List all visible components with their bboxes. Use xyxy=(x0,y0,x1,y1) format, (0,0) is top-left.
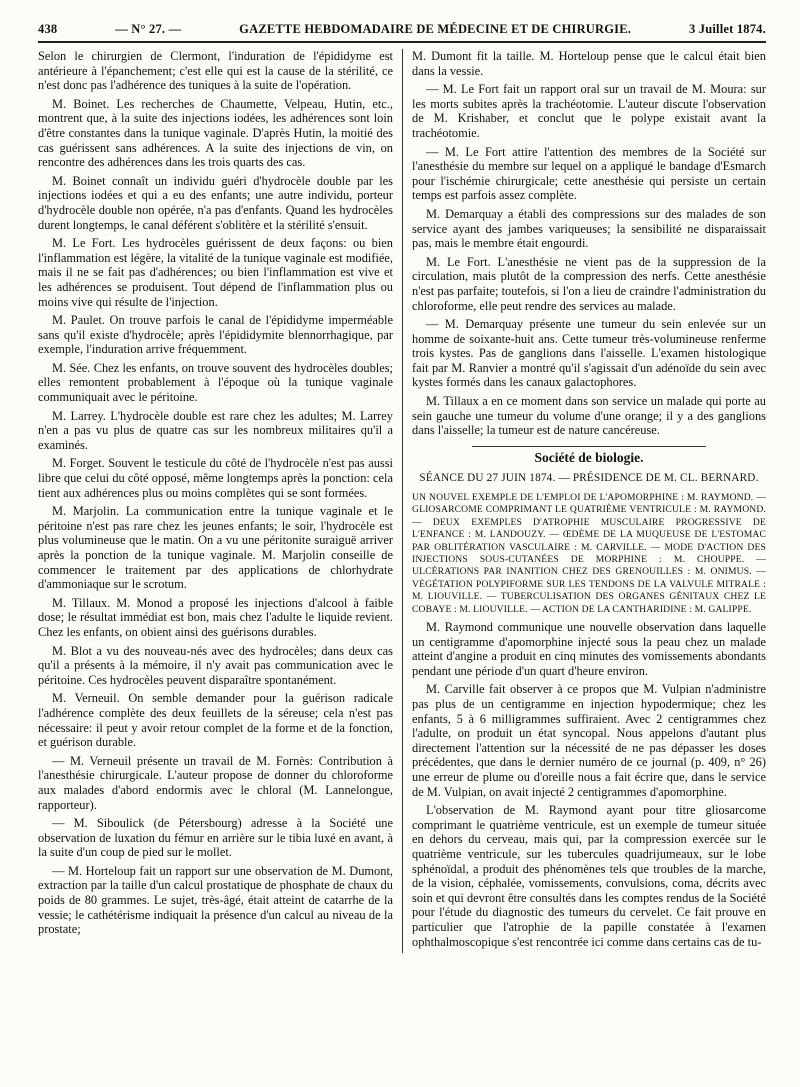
paragraph: M. Marjolin. La communication entre la tunique vaginale et le péritoine n'est pas rare chez les jeunes enfants; le soir, l'hydrocèle est plus volumineuse que le matin. On a vu une péritonite suraiguë arriver après la ponction de la tunique vaginale. M. Marjolin conseille de commencer le traitement par des applications de chlorhydrate d'ammoniaque sur le scrotum. xyxy=(38,504,393,592)
paragraph: — M. Siboulick (de Pétersbourg) adresse à la Société une observation de luxation du fémur en arrière sur le tibia luxé en avant, à la suite d'un coup de pied sur le mollet. xyxy=(38,816,393,860)
paragraph: L'observation de M. Raymond ayant pour titre gliosarcome comprimant le quatrième ventricule, est un exemple de tumeur située en dehors du cerveau, mais qui, par la compression exercée sur le quatrième ventricule, sur les tubercules quadrijumeaux, sur le lobe sphénoïdal, a produit des phénomènes tels que troubles de la marche, de la vision, céphalée, vomissements, convulsions, coma, décrits avec soin et qui devront être consultés dans les comptes rendus de la Société pour l'étude du diagnostic des tumeurs du cervelet. Ce fait prouve en particulier que l'atrophie de la papille constatée à l'examen ophthalmoscopique s'est rencontrée ici comme dans certains cas de tu- xyxy=(412,803,766,949)
session-line: SÉANCE DU 27 JUIN 1874. — PRÉSIDENCE DE M. CL. BERNARD. xyxy=(419,472,759,485)
paragraph: M. Verneuil. On semble demander pour la guérison radicale l'adhérence complète des deux feuillets de la séreuse; cela n'est pas nécessaire: il peut y avoir retour complet de la forme et de la fonction, et guérison durable. xyxy=(38,691,393,750)
paragraph: M. Dumont fit la taille. M. Horteloup pense que le calcul était bien dans la vessie. xyxy=(412,49,766,78)
paragraph: M. Larrey. L'hydrocèle double est rare chez les adultes; M. Larrey n'en a pas vu plus de quatre cas sur les nombreux militaires qu'il a examinés. xyxy=(38,408,393,452)
paragraph: M. Boinet connaît un individu guéri d'hydrocèle double par les injections iodées et qui a eu des enfants; une autre individu, porteur d'hydrocèle double non opérée, n'a pas d'enfants. Quand les hydrocèles durent longtemps, le canal déférent s'oblitère et la stérilité s'ensuit. xyxy=(38,173,393,232)
paragraph: — M. Horteloup fait un rapport sur une observation de M. Dumont, extraction par la taille d'un calcul prostatique de phosphate de chaux du poids de 80 grammes. Le sujet, très-âgé, était atteint de catarrhe de la vessie; le cathétérisme indiquait la présence d'un calcul au niveau de la prostate; xyxy=(38,863,393,937)
paragraph: M. Paulet. On trouve parfois le canal de l'épididyme imperméable sans qu'il existe d'hydrocèle; après l'épididymite blennorrhagique, par exemple, l'induration arrive fréquemment. xyxy=(38,313,393,357)
right-column xyxy=(402,49,766,953)
paragraph: M. Le Fort. Les hydrocèles guérissent de deux façons: ou bien l'inflammation est légère, la vitalité de la tunique vaginale est modifiée, mais il ne se fait pas d'adhérences; ou bien l'inflammation est vive et les adhérences se produisent. Tout dépend de l'inflammation plus ou moins vive qui résulte de l'injection. xyxy=(38,236,393,309)
paragraph: M. Carville fait observer à ce propos que M. Vulpian n'administre pas plus de un centigramme en injection hypodermique; chez les enfants, 5 à 6 milligrammes suffiraient. Avec 2 centigrammes chez l'adulte, on produit un état syncopal. Nous appelons d'autant plus directement l'attention sur la nécessité de ne pas dépasser les doses précédentes, que dans le dernier numéro de ce journal (p. 409, n° 26) une erreur de plume ou d'oreille nous a fait écrire que, dans le service de M. Vulpian, on avait injecté 2 centigrammes d'apomorphine. xyxy=(412,682,766,799)
paragraph: M. Boinet. Les recherches de Chaumette, Velpeau, Hutin, etc., montrent que, à la suite des injections iodées, les adhérences sont loin d'être constantes dans la tunique vaginale. D'après Hutin, la moitié des cas guérissent sans adhérences. A la suite des injections de vin, on rencontre des adhérences dans les trois quarts des cas. xyxy=(38,96,393,170)
paragraph: Selon le chirurgien de Clermont, l'induration de l'épididyme est antérieure à l'épanchement; c'est elle qui est la cause de la stérilité, ce n'est donc pas l'adhérence des tuniques à la suite de l'opération. xyxy=(38,49,393,93)
paragraph: M. Demarquay a établi des compressions sur des malades de son service ayant des jambes variqueuses; la sensibilité ne disparaissait pas, mais le membre était engourdi. xyxy=(412,206,766,251)
page-header xyxy=(38,22,766,43)
issue-date: 3 Juillet 1874. xyxy=(689,22,766,36)
journal-title: GAZETTE HEBDOMADAIRE DE MÉDECINE ET DE CHIRURGIE. xyxy=(239,22,632,36)
issue-number: — N° 27. — xyxy=(115,22,182,36)
paragraph: M. Tillaux a en ce moment dans son service un malade qui porte au sein gauche une tumeur du volume d'une orange; il y a des ganglions dans l'aisselle; la tumeur est de nature cancéreuse. xyxy=(412,394,766,438)
section-divider xyxy=(472,446,706,447)
paragraph: M. Tillaux. M. Monod a proposé les injections d'alcool à faible dose; le résultat immédiat est bon, mais chez l'adulte le liquide revient. Chez les enfants, on obient ainsi des guérisons durables. xyxy=(38,595,393,639)
session-agenda: UN NOUVEL EXEMPLE DE L'EMPLOI DE L'APOMORPHINE : M. RAYMOND. — GLIOSARCOME COMPRIMANT LE QUATRIÈME VENTRICULE : M. RAYMOND. — DEUX EXEMPLES D'ATROPHIE MUSCULAIRE PROGRESSIVE DE L'ENFANCE : M. LANDOUZY. — ŒDÈME DE LA MUQUEUSE DE L'ESTOMAC PAR OBLITÉRATION VASCULAIRE : M. CARVILLE. — MODE D'ACTION DES INJECTIONS SOUS-CUTANÉES DE MORPHINE : M. CHOUPPE. — ULCÉRATIONS PAR INANITION CHEZ DES GRENOUILLES : M. ONIMUS. — VÉGÉTATION POLYPIFORME SUR LES TENDONS DE LA VALVULE MITRALE : M. LIOUVILLE. — TUBERCULISATION DES ORGANES GÉNITAUX CHEZ LE COBAYE : M. LIOUVILLE. — ACTION DE LA CANTHARIDINE : M. GALIPPE. xyxy=(412,492,766,615)
paragraph: — M. Le Fort fait un rapport oral sur un travail de M. Moura: sur les morts subites après la trachéotomie. L'auteur discute l'observation de M. Krishaber, et conclut que le polype existait avant la trachéotomie. xyxy=(412,82,766,140)
section-title: Société de biologie. xyxy=(534,449,644,465)
paragraph: — M. Demarquay présente une tumeur du sein enlevée sur un homme de soixante-huit ans. Cette tumeur très-volumineuse renferme trois kystes. Pas de ganglions dans l'aisselle. L'examen histologique fait par M. Ranvier a montré qu'il s'agissait d'un adénoïde du sein avec kystes formés dans les canaux galactophores. xyxy=(412,317,766,390)
page-number: 438 xyxy=(38,22,58,36)
paragraph: M. Sée. Chez les enfants, on trouve souvent des hydrocèles doubles; elles remontent probablement à l'époque où la tunique vaginale communiquait avec le péritoine. xyxy=(38,360,393,405)
paragraph: M. Le Fort. L'anesthésie ne vient pas de la suppression de la circulation, mais plutôt de la compression des nerfs. Cette anesthésie n'est pas parfaite; toutefois, si l'on a lieu de craindre l'administration du chloroforme, elle peut rendre des services au malade. xyxy=(412,254,766,313)
paragraph: — M. Verneuil présente un travail de M. Fornès: Contribution à l'anesthésie chirurgicale. L'auteur propose de donner du chloroforme aux malades d'abord endormis avec le chloral (M. Lannelongue, rapporteur). xyxy=(38,753,393,812)
paragraph: M. Raymond communique une nouvelle observation dans laquelle un centigramme d'apomorphine injecté sous la peau chez un malade atteint d'angine a produit en cinq minutes des vomissements abondants pendant une période d'un quart d'heure environ. xyxy=(412,620,766,678)
left-column xyxy=(38,49,402,953)
paragraph: — M. Le Fort attire l'attention des membres de la Société sur l'anesthésie du membre sur lequel on a appliqué le bandage d'Esmarch pour l'ischémie chirurgicale; cette anesthésie qui persiste un certain temps est parfois assez complète. xyxy=(412,144,766,203)
paragraph: M. Blot a vu des nouveau-nés avec des hydrocèles; dans deux cas qu'il a présents à la mémoire, il n'y avait pas communication avec le péritoine. Ces hydrocèles peuvent disparaître spontanément. xyxy=(38,643,393,687)
text-columns xyxy=(38,49,766,953)
paragraph: M. Forget. Souvent le testicule du côté de l'hydrocèle n'est pas aussi libre que celui du côté opposé, même longtemps après la ponction: cela tient aux adhérences plus ou moins complètes qui se sont formées. xyxy=(38,456,393,500)
